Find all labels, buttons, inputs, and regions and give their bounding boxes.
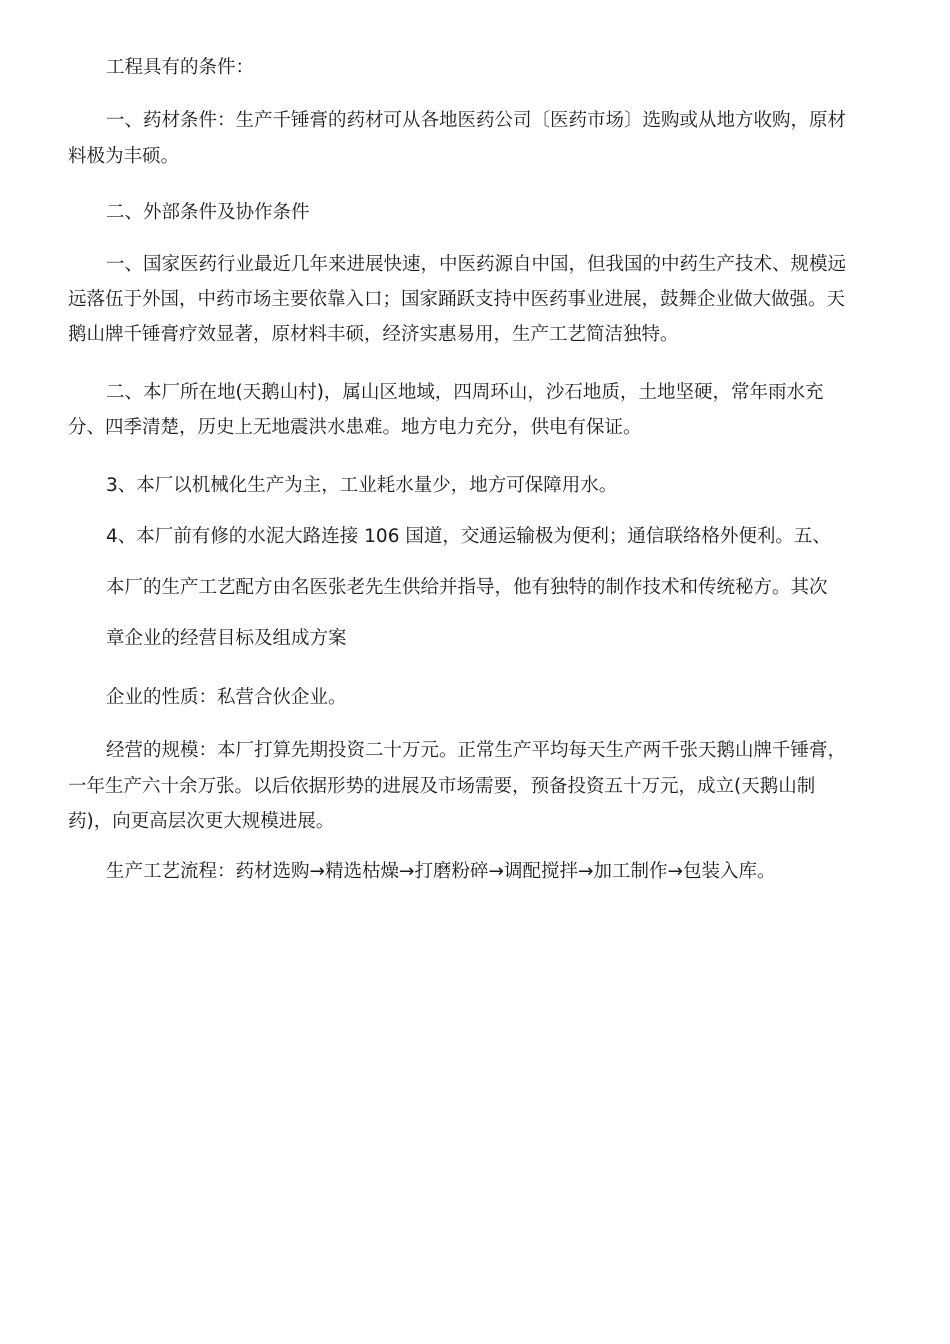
paragraph-line: 经营的规模：本厂打算先期投资二十万元。正常生产平均每天生产两千张天鹅山牌千锤膏， [106, 740, 847, 761]
paragraph-line: 4、本厂前有修的水泥大路连接 106 国道，交通运输极为便利；通信联络格外便利。五、 [106, 526, 831, 547]
paragraph-line: 鹅山牌千锤膏疗效显著，原材料丰硕，经济实惠易用，生产工艺简洁独特。 [68, 324, 679, 345]
paragraph-line: 药)，向更高层次更大规模进展。 [68, 811, 335, 832]
paragraph-line: 远落伍于外国，中药市场主要依靠入口；国家踊跃支持中医药事业进展，鼓舞企业做大做强。天 [68, 289, 846, 310]
paragraph-line: 二、外部条件及协作条件 [106, 202, 310, 223]
paragraph-line: 分、四季清楚，历史上无地震洪水患难。地方电力充分，供电有保证。 [68, 417, 642, 438]
paragraph-line: 一、国家医药行业最近几年来进展快速，中医药源自中国，但我国的中药生产技术、规模远 [106, 254, 847, 275]
paragraph-line: 一年生产六十余万张。以后依据形势的进展及市场需要，预备投资五十万元，成立(天鹅山制 [68, 776, 816, 797]
paragraph-line: 二、本厂所在地(天鹅山村)，属山区地域，四周环山，沙石地质，土地坚硬，常年雨水充 [106, 382, 824, 403]
paragraph-line: 料极为丰硕。 [68, 146, 180, 167]
paragraph-line: 本厂的生产工艺配方由名医张老先生供给并指导，他有独特的制作技术和传统秘方。其次 [106, 577, 828, 598]
paragraph-line: 章企业的经营目标及组成方案 [106, 628, 347, 649]
paragraph-line: 生产工艺流程：药材选购→精选枯燥→打磨粉碎→调配搅拌→加工制作→包装入库。 [106, 861, 776, 882]
section-heading: 工程具有的条件： [106, 57, 255, 78]
paragraph-line: 一、药材条件：生产千锤膏的药材可从各地医药公司〔医药市场〕选购或从地方收购，原材 [106, 110, 847, 131]
paragraph-line: 企业的性质：私营合伙企业。 [106, 687, 347, 708]
paragraph-line: 3、本厂以机械化生产为主，工业耗水量少，地方可保障用水。 [106, 475, 618, 496]
